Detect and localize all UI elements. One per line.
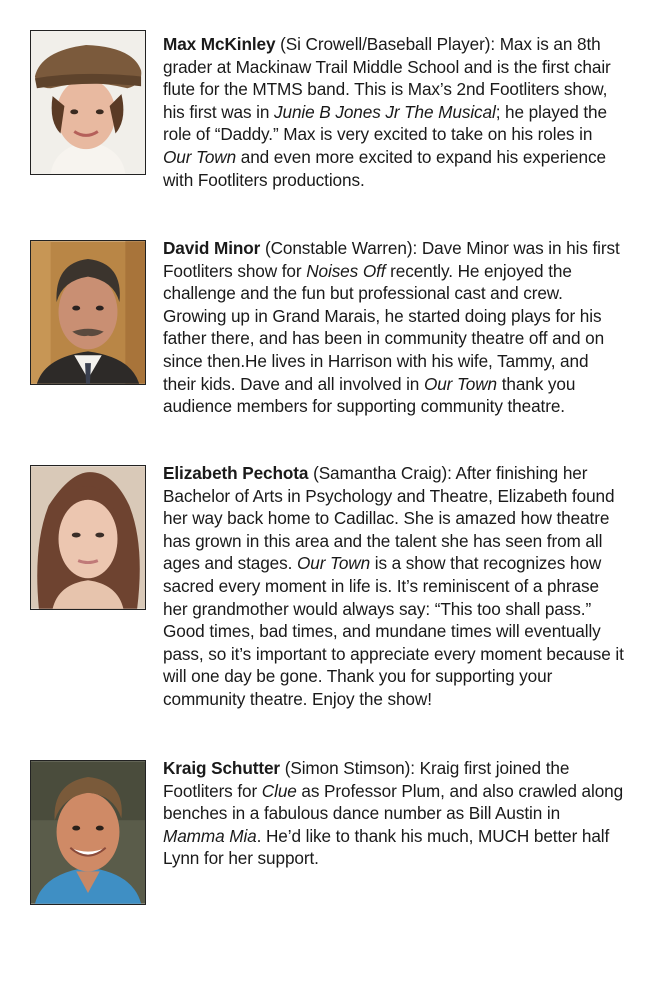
performer-name: Kraig Schutter [163,758,281,778]
portrait-image [31,761,145,904]
bio-text: Elizabeth Pechota (Samantha Craig): After finishing her Bachelor of Arts in Psychology and Theatre, Elizabeth found her way back home to Cadillac. She is amazed how theatre has grown in this area and the talent she has seen from all ages and stages. Our Town is a show that recognizes how sacred every moment in life is. It’s reminiscent of a phrase her grandmother would always say: “This too shall pass.” Good times, bad times, and mundane times will eventually pass, so it’s important to appreciate every moment because it will one day be gone. Thank you for supporting your community theatre. Enjoy the show! [163,463,624,709]
bio-text: Max McKinley (Si Crowell/Baseball Player): Max is an 8th grader at Mackinaw Trail Middle School and is the first chair flute for the MTMS band. This is Max’s 2nd Footliters show, his first was in Junie B Jones Jr The Musical; he played the role of “Daddy.” Max is very excited to take on his roles in Our Town and even more excited to expand his experience with Footliters productions. [163,34,611,190]
portrait-image [31,241,145,384]
headshot-photo [30,240,146,385]
headshot-photo [30,465,146,610]
performer-name: Elizabeth Pechota [163,463,309,483]
headshot-photo [30,760,146,905]
portrait-image [31,31,145,174]
bio-text: David Minor (Constable Warren): Dave Minor was in his first Footliters show for Noises Off recently. He enjoyed the challenge and the fun but professional cast and crew. Growing up in Grand Marais, he started doing plays for his father there, and has been in community theatre off and on since then.He lives in Harrison with his wife, Tammy, and their kids. Dave and all involved in Our Town thank you audience members for supporting community theatre. [163,238,620,417]
portrait-image [31,466,145,609]
bio-text: Kraig Schutter (Simon Stimson): Kraig first joined the Footliters for Clue as Professor Plum, and also crawled along benches in a fabulous dance number as Bill Austin in Mamma Mia. He’d like to thank his much, MUCH better half Lynn for her support. [163,758,624,869]
performer-name: Max McKinley [163,34,276,54]
headshot-photo [30,30,146,175]
performer-name: David Minor [163,238,261,258]
